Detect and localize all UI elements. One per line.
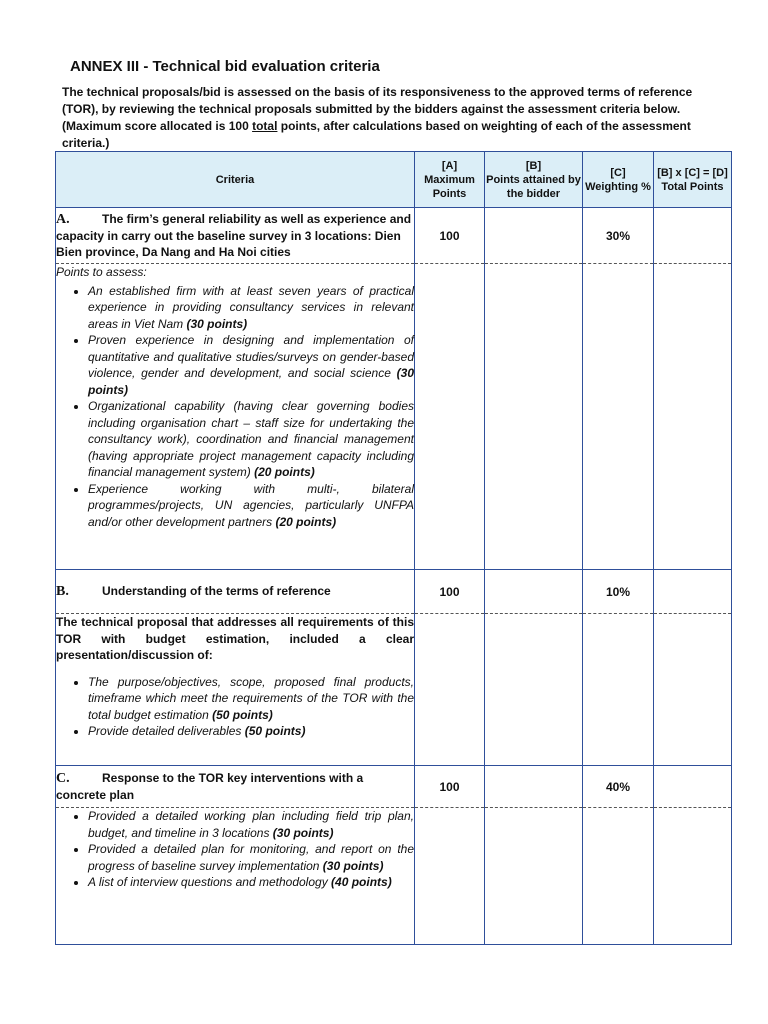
section-a-details-cell-d bbox=[654, 264, 732, 570]
header-weighting bbox=[583, 152, 654, 208]
section-a-points-attained bbox=[485, 208, 583, 264]
header-b-label: Points attained by the bidder bbox=[486, 173, 581, 200]
section-c-details-cell-d bbox=[654, 808, 732, 945]
list-item: • Provided a detailed working plan including field trip plan, budget, and timeline in 3 locations (30 points) bbox=[88, 808, 414, 841]
section-a-max-points: 100 bbox=[415, 208, 485, 264]
section-b-points-list bbox=[56, 674, 414, 740]
header-a-label: Maximum Points bbox=[424, 173, 475, 200]
section-b-details bbox=[56, 614, 415, 766]
intro-text-part1: The technical proposals/bid is assessed on the basis of its responsiveness to the approved terms of reference (TOR), by reviewing the technical proposals submitted by the bidders against the assessment criteria below. (Maximum score allocated is 100 bbox=[62, 85, 693, 133]
section-c-details bbox=[56, 808, 415, 945]
section-a-points-list bbox=[56, 283, 414, 531]
header-d-tag: [B] x [C] = [D] bbox=[657, 166, 728, 179]
list-item: • An established firm with at least seven years of practical experience in providing consultancy services in relevant areas in Viet Nam (30 points) bbox=[88, 283, 414, 333]
section-c-details-cell-b bbox=[485, 808, 583, 945]
evaluation-criteria-table bbox=[55, 151, 732, 945]
header-c-label: Weighting % bbox=[585, 180, 651, 193]
section-b-title-text: Understanding of the terms of reference bbox=[102, 584, 331, 598]
section-a-details-cell-a bbox=[415, 264, 485, 570]
header-criteria: Criteria bbox=[56, 152, 415, 208]
section-b-details-cell-a bbox=[415, 614, 485, 766]
section-b-title bbox=[56, 570, 415, 614]
list-item: • Provided a detailed plan for monitoring, and report on the progress of baseline survey implementation (30 points) bbox=[88, 841, 414, 874]
list-item: • Experience working with multi-, bilateral programmes/projects, UN agencies, particularly UNFPA and/or other development partners (20 points) bbox=[88, 481, 414, 531]
header-d-label: Total Points bbox=[661, 180, 724, 193]
section-a-title bbox=[56, 208, 415, 264]
section-b-total bbox=[654, 570, 732, 614]
section-c-letter: C. bbox=[56, 771, 70, 786]
header-max-points bbox=[415, 152, 485, 208]
section-a-letter: A. bbox=[56, 212, 70, 227]
section-b-letter: B. bbox=[56, 584, 69, 599]
section-c-max-points: 100 bbox=[415, 766, 485, 808]
section-b-max-points: 100 bbox=[415, 570, 485, 614]
intro-text-part2: points, after calculations based on weighting of each of the assessment criteria.) bbox=[62, 119, 691, 150]
document-title: ANNEX III - Technical bid evaluation criteria bbox=[70, 58, 380, 75]
section-c-points-list bbox=[56, 808, 414, 891]
intro-paragraph bbox=[62, 84, 722, 152]
section-a-total bbox=[654, 208, 732, 264]
table-header-row bbox=[56, 152, 732, 208]
section-b-points-attained bbox=[485, 570, 583, 614]
section-c-details-row bbox=[56, 808, 732, 945]
section-c-title-text: Response to the TOR key interventions with a concrete plan bbox=[56, 771, 364, 802]
list-item: • Proven experience in designing and implementation of quantitative and qualitative studies/surveys on gender-based violence, gender and development, and social science (30 points) bbox=[88, 332, 414, 398]
header-a-tag: [A] bbox=[441, 159, 458, 172]
header-c-tag: [C] bbox=[610, 166, 626, 179]
section-c-points-attained bbox=[485, 766, 583, 808]
list-item: • Organizational capability (having clear governing bodies including organisation chart – staff size for undertaking the consultancy work), coordination and financial management (having appropriate project management capacity including financial management system) (20 points) bbox=[88, 398, 414, 481]
section-a-assess-label: Points to assess: bbox=[56, 265, 147, 279]
section-c-row bbox=[56, 766, 732, 808]
list-item: • A list of interview questions and methodology (40 points) bbox=[88, 874, 414, 891]
list-item: • The purpose/objectives, scope, proposed final products, timeframe which meet the requirements of the TOR with the total budget estimation (50 points) bbox=[88, 674, 414, 724]
section-b-weighting: 10% bbox=[583, 570, 654, 614]
section-b-details-row bbox=[56, 614, 732, 766]
section-c-details-cell-a bbox=[415, 808, 485, 945]
header-points-attained bbox=[485, 152, 583, 208]
section-b-details-cell-b bbox=[485, 614, 583, 766]
section-b-details-cell-c bbox=[583, 614, 654, 766]
intro-text-underlined: total bbox=[252, 119, 278, 133]
section-c-title bbox=[56, 766, 415, 808]
section-a-title-text: The firm’s general reliability as well as experience and capacity in carry out the baseline survey in 3 locations: Dien Bien province, Da Nang and Ha Noi cities bbox=[56, 212, 412, 259]
list-item: • Provide detailed deliverables (50 points) bbox=[88, 723, 414, 740]
section-a-weighting: 30% bbox=[583, 208, 654, 264]
section-a-details bbox=[56, 264, 415, 570]
section-a-details-cell-c bbox=[583, 264, 654, 570]
section-b-row bbox=[56, 570, 732, 614]
section-b-intro: The technical proposal that addresses all requirements of this TOR with budget estimation, included a clear presentation/discussion of: bbox=[56, 615, 414, 662]
header-b-tag: [B] bbox=[525, 159, 542, 172]
header-total-points bbox=[654, 152, 732, 208]
section-a-row bbox=[56, 208, 732, 264]
section-b-details-cell-d bbox=[654, 614, 732, 766]
section-c-total bbox=[654, 766, 732, 808]
section-c-details-cell-c bbox=[583, 808, 654, 945]
section-a-details-row bbox=[56, 264, 732, 570]
section-a-details-cell-b bbox=[485, 264, 583, 570]
section-c-weighting: 40% bbox=[583, 766, 654, 808]
